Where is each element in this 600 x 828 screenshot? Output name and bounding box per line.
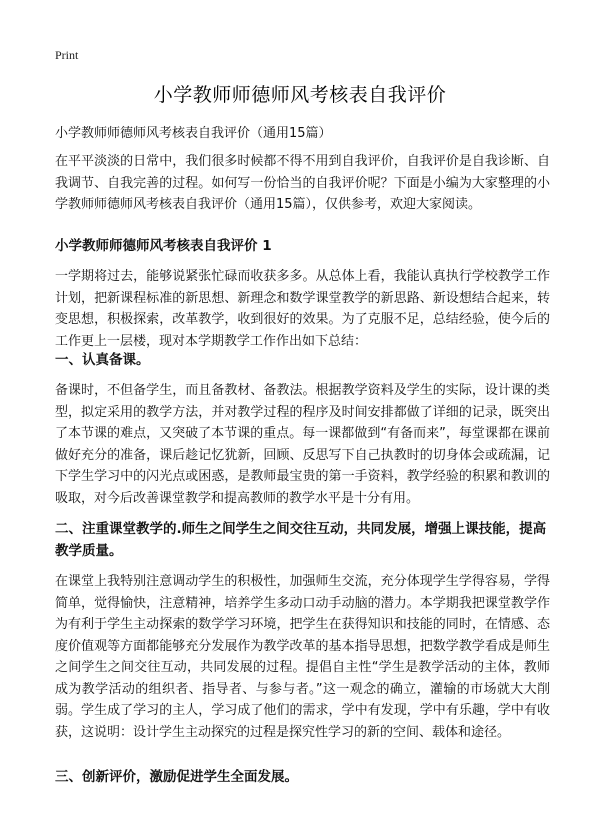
heading-classroom-teaching: 二、注重课堂教学的.师生之间学生之间交往互动，共同发展，增强上课技能，提高教学质量。 [55, 521, 547, 559]
section-title: 小学教师师德师风考核表自我评价 1 [55, 238, 272, 254]
heading-innovative-evaluation: 三、创新评价，激励促进学生全面发展。 [55, 769, 298, 785]
paragraph-classroom-teaching: 在课堂上我特别注意调动学生的积极性，加强师生交流，充分体现学生学得容易，学得简单，觉得愉快，注意精神，培养学生多动口动手动脑的潜力。本学期我把课堂教学作为有利于学生主动探索的数学学习环境，把学生在获得知识和技能的同时，在情感、态度价值观等方面都能够充分发展作为教学改革的基本指导思想，把数学教学看成是师生之间学生之间交往互动，共同发展的过程。提倡自主性“学生是教学活动的主体，教师成为教学活动的组织者、指导者、与参与者。”这一观念的确立，灌输的市场就大大削弱。学生成了学习的主人，学习成了他们的需求，学中有发现，学中有乐趣，学中有收获，这说明：设计学生主动探究的过程是探究性学习的新的空间、载体和途径。 [55, 574, 550, 740]
intro-paragraph: 在平平淡淡的日常中，我们很多时候都不得不用到自我评价，自我评价是自我诊断、自我调节、自我完善的过程。如何写一份恰当的自我评价呢？下面是小编为大家整理的小学教师师德师风考核表自我评价（通用15篇），仅供参考，欢迎大家阅读。 [55, 154, 550, 212]
page-title: 小学教师师德师风考核表自我评价 [153, 84, 447, 106]
document-subtitle: 小学教师师德师风考核表自我评价（通用15篇） [55, 126, 332, 141]
print-label: Print [55, 48, 79, 62]
heading-prepare-lessons: 一、认真备课。 [55, 352, 150, 368]
paragraph-prepare-lessons: 备课时，不但备学生，而且备教材、备教法。根据教学资料及学生的实际，设计课的类型，拟定采用的教学方法，并对教学过程的程序及时间安排都做了详细的记录，既突出了本节课的难点，又突破了本节课的重点。每一课都做到“有备而来”，每堂课都在课前做好充分的准备，课后趁记忆犹新，回顾、反思写下自己执教时的切身体会或疏漏，记下学生学习中的闪光点或困惑，是教师最宝贵的第一手资料，教学经验的积累和教训的吸取，对今后改善课堂教学和提高教师的教学水平是十分有用。 [55, 383, 550, 506]
section-intro-paragraph: 一学期将过去，能够说紧张忙碌而收获多多。从总体上看，我能认真执行学校教学工作计划，把新课程标准的新思想、新理念和数学课堂教学的新思路、新设想结合起来，转变思想，积极探索，改革教学，收到很好的效果。为了克服不足，总结经验，使今后的工作更上一层楼，现对本学期教学工作作出如下总结： [55, 269, 550, 349]
